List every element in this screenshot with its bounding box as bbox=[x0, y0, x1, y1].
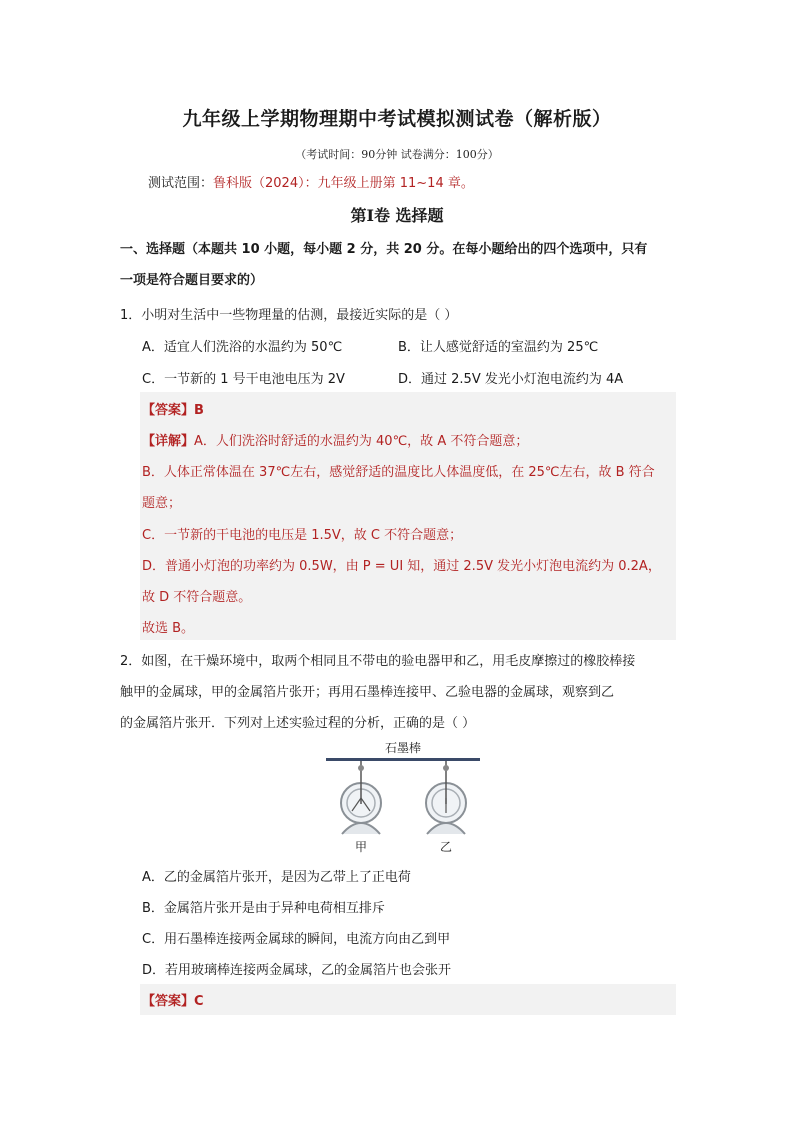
q2-stem-2: 触甲的金属球，甲的金属箔片张开；再用石墨棒连接甲、乙验电器的金属球，观察到乙 bbox=[120, 685, 615, 700]
q1-explain-6: 故 D 不符合题意。 bbox=[142, 590, 252, 605]
q2-answer-label: 【答案】 bbox=[142, 994, 195, 1009]
test-scope bbox=[148, 172, 474, 191]
electroscope-right bbox=[426, 761, 466, 834]
q2-stem-1: 2．如图，在干燥环境中，取两个相同且不带电的验电器甲和乙，用毛皮摩擦过的橡胶棒接 bbox=[120, 654, 636, 669]
section-title: 第Ⅰ卷 选择题 bbox=[350, 206, 444, 225]
q1-answer bbox=[142, 399, 204, 418]
q1-explain-label: 【详解】 bbox=[142, 434, 195, 449]
scope-label: 测试范围： bbox=[148, 176, 214, 191]
q1-explain-text-1: A．人们洗浴时舒适的水温约为 40℃，故 A 不符合题意； bbox=[194, 434, 529, 449]
q1-option-b: B．让人感觉舒适的室温约为 25℃ bbox=[398, 340, 599, 355]
graphite-rod bbox=[326, 758, 480, 761]
q1-answer-value: B bbox=[194, 403, 204, 418]
q1-explain-2: B．人体正常体温在 37℃左右，感觉舒适的温度比人体温度低，在 25℃左右，故 B 符合 bbox=[142, 465, 655, 480]
q2-option-a: A．乙的金属箔片张开，是因为乙带上了正电荷 bbox=[142, 870, 411, 885]
page-title: 九年级上学期物理期中考试模拟测试卷（解析版） bbox=[182, 108, 612, 130]
electroscope-left-label: 甲 bbox=[354, 840, 368, 854]
q2-option-c: C．用石墨棒连接两金属球的瞬间，电流方向由乙到甲 bbox=[142, 932, 451, 947]
q2-stem-3: 的金属箔片张开．下列对上述实验过程的分析，正确的是（ ） bbox=[120, 716, 476, 731]
q1-explain-3: 题意； bbox=[142, 496, 182, 511]
q2-option-b: B．金属箔片张开是由于异种电荷相互排斥 bbox=[142, 901, 385, 916]
electroscope-diagram bbox=[318, 738, 488, 856]
electroscope-figure bbox=[318, 738, 488, 856]
q1-explain-1 bbox=[142, 430, 528, 449]
section-instruction-1: 一、选择题（本题共 10 小题，每小题 2 分，共 20 分。在每小题给出的四个选项中，只有 bbox=[120, 242, 648, 257]
q1-stem: 1．小明对生活中一些物理量的估测，最接近实际的是（ ） bbox=[120, 308, 458, 323]
q1-explain-7: 故选 B。 bbox=[142, 621, 195, 636]
q1-explain-4: C．一节新的干电池的电压是 1.5V，故 C 不符合题意； bbox=[142, 528, 463, 543]
q2-option-d: D．若用玻璃棒连接两金属球，乙的金属箔片也会张开 bbox=[142, 963, 452, 978]
scope-value: 鲁科版（2024）：九年级上册第 11~14 章。 bbox=[213, 176, 474, 191]
electroscope-right-label: 乙 bbox=[439, 840, 453, 854]
section-instruction-2: 一项是符合题目要求的） bbox=[120, 273, 264, 288]
electroscope-left bbox=[341, 761, 381, 834]
q2-answer-value: C bbox=[194, 994, 204, 1009]
q2-answer bbox=[142, 990, 204, 1009]
q1-option-c: C．一节新的 1 号干电池电压为 2V bbox=[142, 372, 345, 387]
q1-option-d: D．通过 2.5V 发光小灯泡电流约为 4A bbox=[398, 372, 624, 387]
q1-explain-5: D．普通小灯泡的功率约为 0.5W，由 P = UI 知，通过 2.5V 发光小灯泡电流约为 0.2A， bbox=[142, 559, 661, 574]
graphite-rod-label: 石墨棒 bbox=[384, 741, 422, 755]
exam-subtitle: （考试时间：90分钟 试卷满分：100分） bbox=[295, 148, 499, 161]
q1-answer-label: 【答案】 bbox=[142, 403, 195, 418]
q2-answer-box bbox=[140, 984, 676, 1015]
q1-option-a: A．适宜人们洗浴的水温约为 50℃ bbox=[142, 340, 343, 355]
